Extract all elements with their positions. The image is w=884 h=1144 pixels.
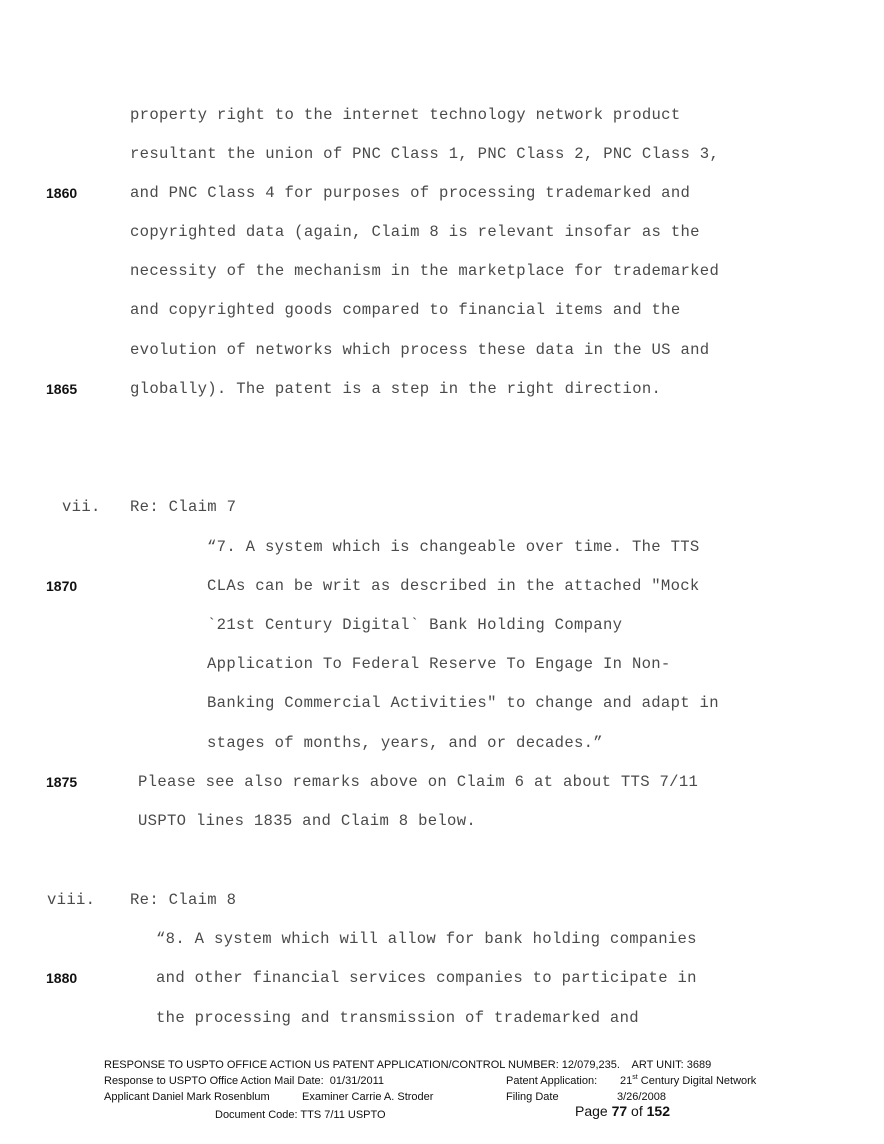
line-number: 1875 <box>46 774 78 790</box>
line-number: 1870 <box>46 578 78 594</box>
section-heading: Re: Claim 7 <box>130 498 237 516</box>
footer-patent-app-label: Patent Application: <box>506 1075 598 1087</box>
quote-line: and other financial services companies to participate in <box>156 969 697 987</box>
section-number: viii. <box>47 891 96 909</box>
footer-document-code: Document Code: TTS 7/11 USPTO <box>215 1109 386 1121</box>
footer-examiner: Examiner Carrie A. Stroder <box>302 1091 434 1103</box>
body-line: and PNC Class 4 for purposes of processing trademarked and <box>130 184 691 202</box>
quote-line: “7. A system which is changeable over time. The TTS <box>207 538 700 556</box>
body-line: evolution of networks which process these data in the US and <box>130 341 710 359</box>
quote-line: CLAs can be writ as described in the attached "Mock <box>207 577 700 595</box>
quote-line: Banking Commercial Activities" to change and adapt in <box>207 694 719 712</box>
page-number: Page 77 of 152 <box>575 1103 670 1119</box>
footer-mail-date: Response to USPTO Office Action Mail Date: 01/31/2011 <box>104 1075 385 1087</box>
quote-line: `21st Century Digital` Bank Holding Company <box>207 616 623 634</box>
body-line: and copyrighted goods compared to financial items and the <box>130 301 681 319</box>
footer-patent-app-value: 21st Century Digital Network <box>620 1074 757 1087</box>
quote-line: “8. A system which will allow for bank holding companies <box>156 930 697 948</box>
section-heading: Re: Claim 8 <box>130 891 237 909</box>
footer-filing-date: 3/26/2008 <box>617 1091 666 1103</box>
body-line: resultant the union of PNC Class 1, PNC Class 2, PNC Class 3, <box>130 145 720 163</box>
footer-header-line: RESPONSE TO USPTO OFFICE ACTION US PATENT APPLICATION/CONTROL NUMBER: 12/079,235. ART UNIT: 3689 <box>104 1059 712 1071</box>
body-line: copyrighted data (again, Claim 8 is relevant insofar as the <box>130 223 700 241</box>
line-number: 1860 <box>46 185 78 201</box>
body-line: Please see also remarks above on Claim 6 at about TTS 7/11 <box>138 773 699 791</box>
quote-line: Application To Federal Reserve To Engage In Non- <box>207 655 671 673</box>
footer-applicant: Applicant Daniel Mark Rosenblum <box>104 1091 270 1103</box>
body-line: necessity of the mechanism in the marketplace for trademarked <box>130 262 720 280</box>
quote-line: stages of months, years, and or decades.” <box>207 734 603 752</box>
footer-filing-date-label: Filing Date <box>506 1091 559 1103</box>
section-number: vii. <box>62 498 101 516</box>
body-line: globally). The patent is a step in the right direction. <box>130 380 662 398</box>
line-number: 1865 <box>46 381 78 397</box>
body-line: property right to the internet technology network product <box>130 106 681 124</box>
body-line: USPTO lines 1835 and Claim 8 below. <box>138 812 477 830</box>
quote-line: the processing and transmission of trademarked and <box>156 1009 639 1027</box>
line-number: 1880 <box>46 970 78 986</box>
